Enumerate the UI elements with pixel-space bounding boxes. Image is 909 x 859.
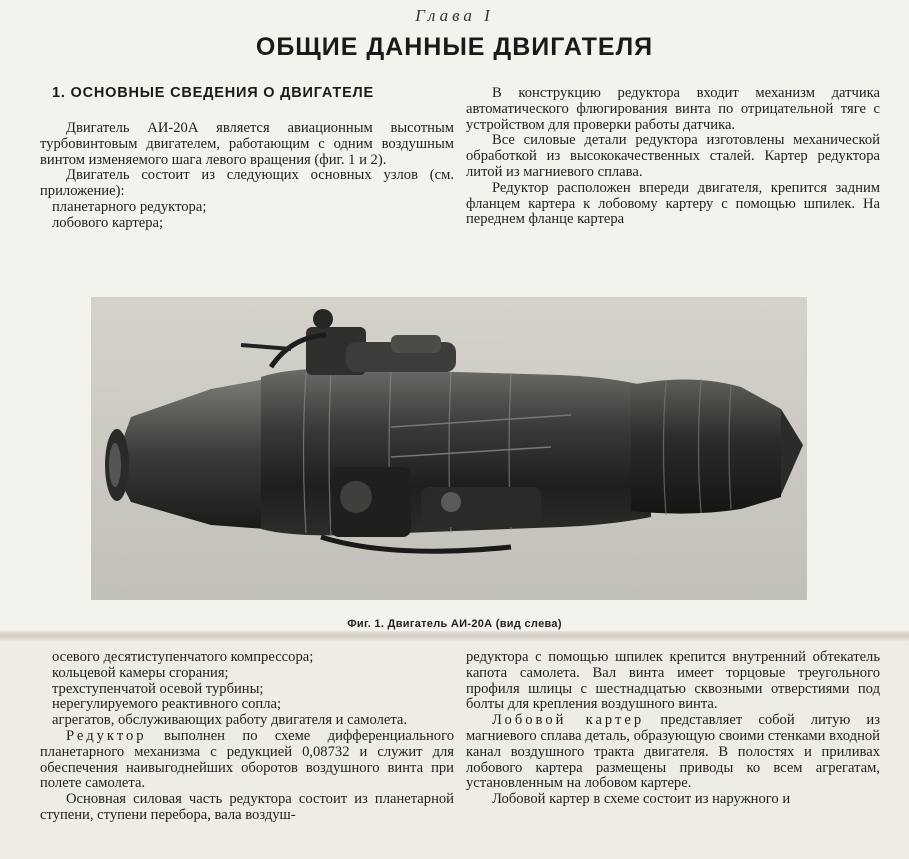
left-column-bottom (40, 650, 454, 824)
term-housing: Лобовой картер (492, 712, 645, 729)
paragraph: Редуктор расположен впереди двигателя, крепится задним фланцем картера к лобовому картеру с помощью шпилек. На переднем фланце картера (466, 179, 880, 228)
paragraph: Все силовые детали редуктора изготовлены механической обработкой из высококачественных сталей. Картер редуктора литой из магниевого сплава. (466, 132, 880, 180)
page-fold (0, 631, 909, 641)
section-heading-text: ОСНОВНЫЕ СВЕДЕНИЯ О ДВИГАТЕЛЕ (70, 85, 375, 101)
list-item: агрегатов, обслуживающих работу двигателя и самолета. (52, 712, 408, 729)
chapter-title: ОБЩИЕ ДАННЫЕ ДВИГАТЕЛЯ (255, 33, 654, 61)
engine-illustration (91, 297, 807, 600)
paragraph: В конструкцию редуктора входит механизм датчика автоматического флюгирования винта по отрицательной тяге с устройством для проверки работы датчика. (466, 85, 880, 133)
paragraph: Двигатель АИ-20А является авиационным высотным турбовинтовым двигателем, работающим с одним воздушным винтом изменяемого шага левого вращения (фиг. 1 и 2). (40, 120, 454, 168)
paragraph (466, 713, 880, 792)
paragraph: Двигатель состоит из следующих основных узлов (см. приложение): (40, 167, 454, 200)
paragraph-text: выполнен по схеме дифференциального планетарного механизма с редукцией 0,08732 и служит для обеспечения наивыгоднейших оборотов воздушного винта при полете самолета. (40, 727, 454, 792)
list-item: планетарного редуктора; (52, 198, 207, 215)
term-reductor: Редуктор (66, 727, 147, 744)
paragraph (40, 729, 454, 792)
section-number: 1. (52, 85, 66, 101)
chapter-label: Глава I (415, 6, 494, 25)
list-item: нерегулируемого реактивного сопла; (52, 696, 282, 713)
figure-caption: Фиг. 1. Двигатель АИ-20А (вид слева) (347, 618, 562, 630)
left-column-top (40, 121, 454, 232)
paragraph: Основная силовая часть редуктора состоит из планетарной ступени, ступени перебора, вала воздуш- (40, 791, 454, 823)
list-item: осевого десятиступенчатого компрессора; (52, 649, 314, 665)
right-column-bottom (466, 650, 880, 808)
engine-photo (91, 297, 807, 600)
paragraph-text: представляет собой литую из магниевого сплава деталь, образующую своими стенками входной канал воздушного тракта двигателя. В полостях и приливах лобового картера размещены приводы ко всем агрегатам, установленным на лобовом картере. (466, 712, 880, 792)
right-column-top (466, 86, 880, 228)
section-heading (52, 85, 374, 101)
paragraph: редуктора с помощью шпилек крепится внутренний обтекатель капота самолета. Вал винта имеет торцовые треугольного профиля шлицы с шестнадцатью сквозными отверстиями под болты для крепления воздушного винта. (466, 649, 880, 713)
list-item: лобового картера; (52, 214, 164, 231)
list-item: кольцевой камеры сгорания; (52, 664, 229, 681)
list-item: трехступенчатой осевой турбины; (52, 680, 264, 697)
paragraph: Лобовой картер в схеме состоит из наружного и (492, 791, 791, 808)
